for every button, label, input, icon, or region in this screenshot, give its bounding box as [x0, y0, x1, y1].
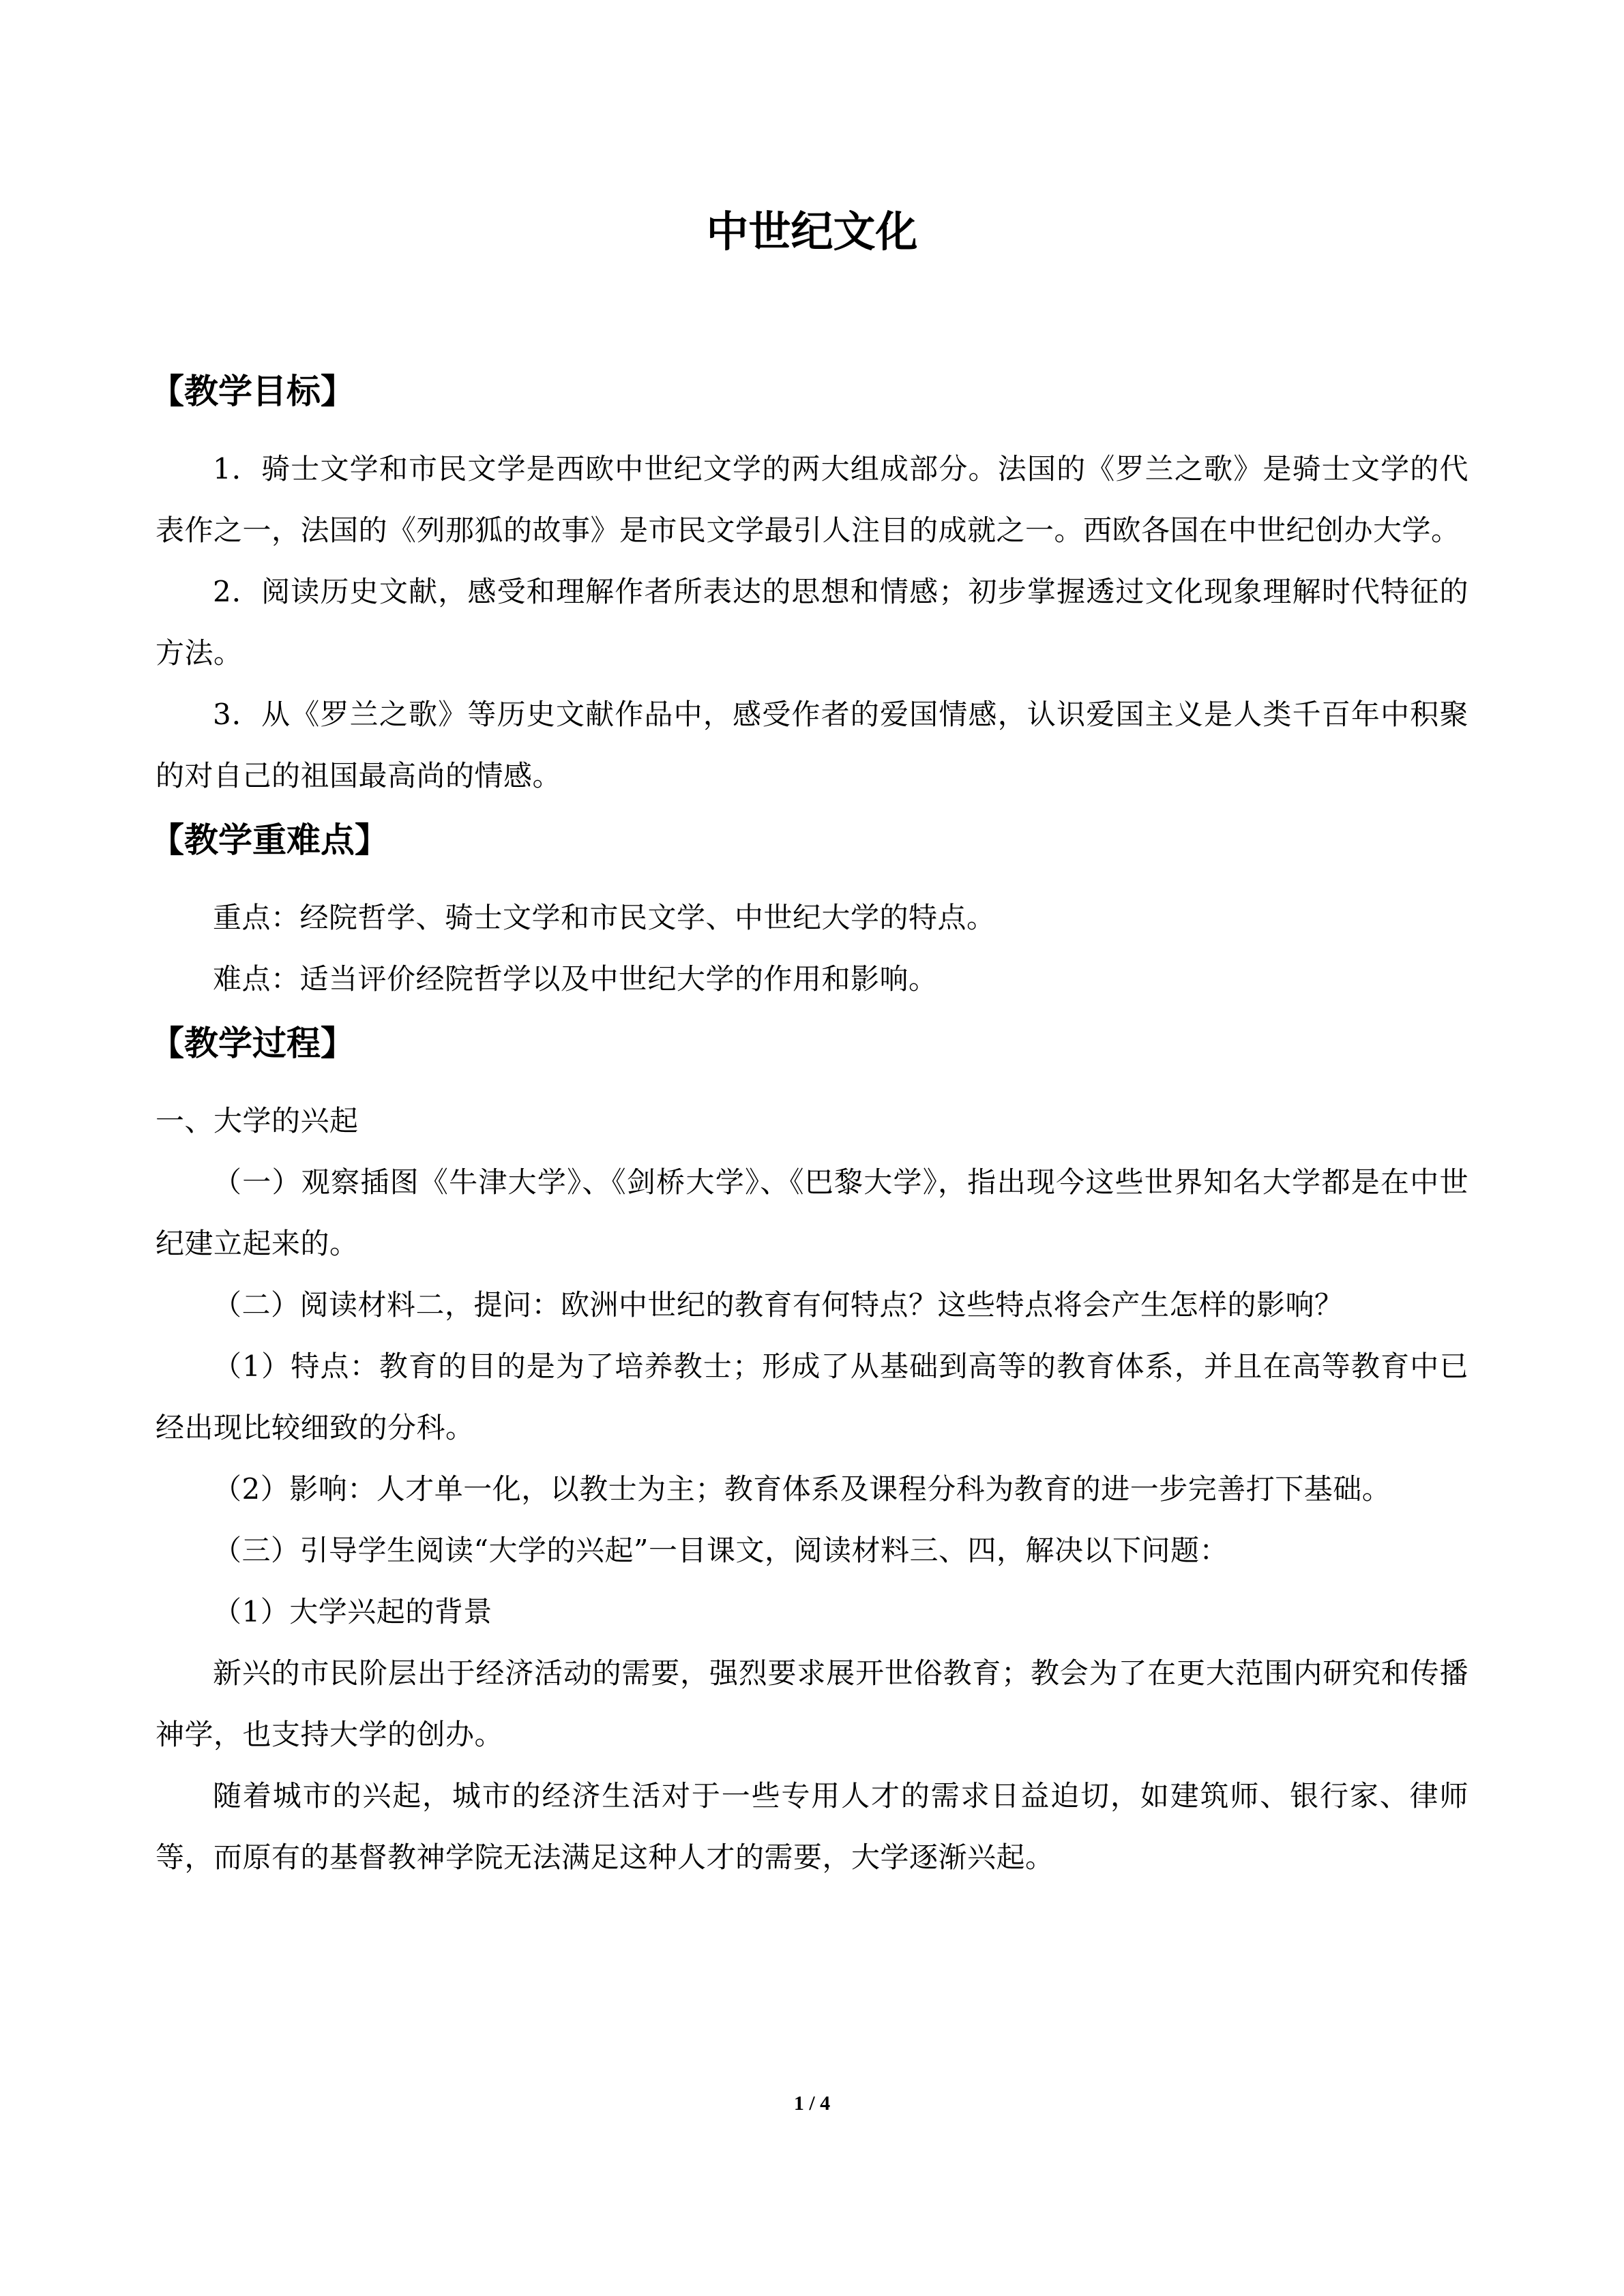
page-number: 1 / 4 — [793, 2092, 831, 2115]
document-title: 中世纪文化 — [706, 207, 918, 256]
process-paragraph-2: （二）阅读材料二，提问：欧洲中世纪的教育有何特点？这些特点将会产生怎样的影响？ — [213, 1288, 1344, 1322]
process-paragraph-1: （一）观察插图《牛津大学》、《剑桥大学》、《巴黎大学》，指出现今这些世界知名大学都是在中世纪建立起来的。 — [156, 1165, 1468, 1260]
section-heading-process: 【教学过程】 — [150, 1023, 355, 1063]
objective-item-1: 1．骑士文学和市民文学是西欧中世纪文学的两大组成部分。法国的《罗兰之歌》是骑士文学的代表作之一，法国的《列那狐的故事》是市民文学最引人注目的成就之一。西欧各国在中世纪创办大学。 — [156, 452, 1468, 547]
process-paragraph-5: （三）引导学生阅读“大学的兴起”一目课文，阅读材料三、四，解决以下问题： — [213, 1534, 1228, 1567]
document-body — [150, 358, 1468, 1888]
section-heading-key-points: 【教学重难点】 — [150, 820, 389, 860]
process-paragraph-3: （1）特点：教育的目的是为了培养教士；形成了从基础到高等的教育体系，并且在高等教育中已经出现比较细致的分科。 — [156, 1350, 1468, 1444]
objective-item-3: 3．从《罗兰之歌》等历史文献作品中，感受作者的爱国情感，认识爱国主义是人类千百年中积聚的对自己的祖国最高尚的情感。 — [156, 698, 1468, 792]
process-paragraph-4: （2）影响：人才单一化，以教士为主；教育体系及课程分科为教育的进一步完善打下基础。 — [213, 1472, 1391, 1506]
process-subheading: 一、大学的兴起 — [156, 1104, 359, 1137]
process-paragraph-7: 新兴的市民阶层出于经济活动的需要，强烈要求展开世俗教育；教会为了在更大范围内研究和传播神学，也支持大学的创办。 — [156, 1656, 1468, 1751]
document-page — [150, 0, 1468, 2296]
key-point-difficulty: 难点：适当评价经院哲学以及中世纪大学的作用和影响。 — [213, 962, 938, 996]
process-paragraph-6: （1）大学兴起的背景 — [213, 1595, 492, 1628]
objective-item-2: 2．阅读历史文献，感受和理解作者所表达的思想和情感；初步掌握透过文化现象理解时代特征的方法。 — [156, 575, 1468, 670]
section-heading-objectives: 【教学目标】 — [150, 371, 355, 411]
key-point-focus: 重点：经院哲学、骑士文学和市民文学、中世纪大学的特点。 — [213, 901, 996, 934]
process-paragraph-8: 随着城市的兴起，城市的经济生活对于一些专用人才的需求日益迫切，如建筑师、银行家、律师等，而原有的基督教神学院无法满足这种人才的需要，大学逐渐兴起。 — [156, 1779, 1468, 1874]
